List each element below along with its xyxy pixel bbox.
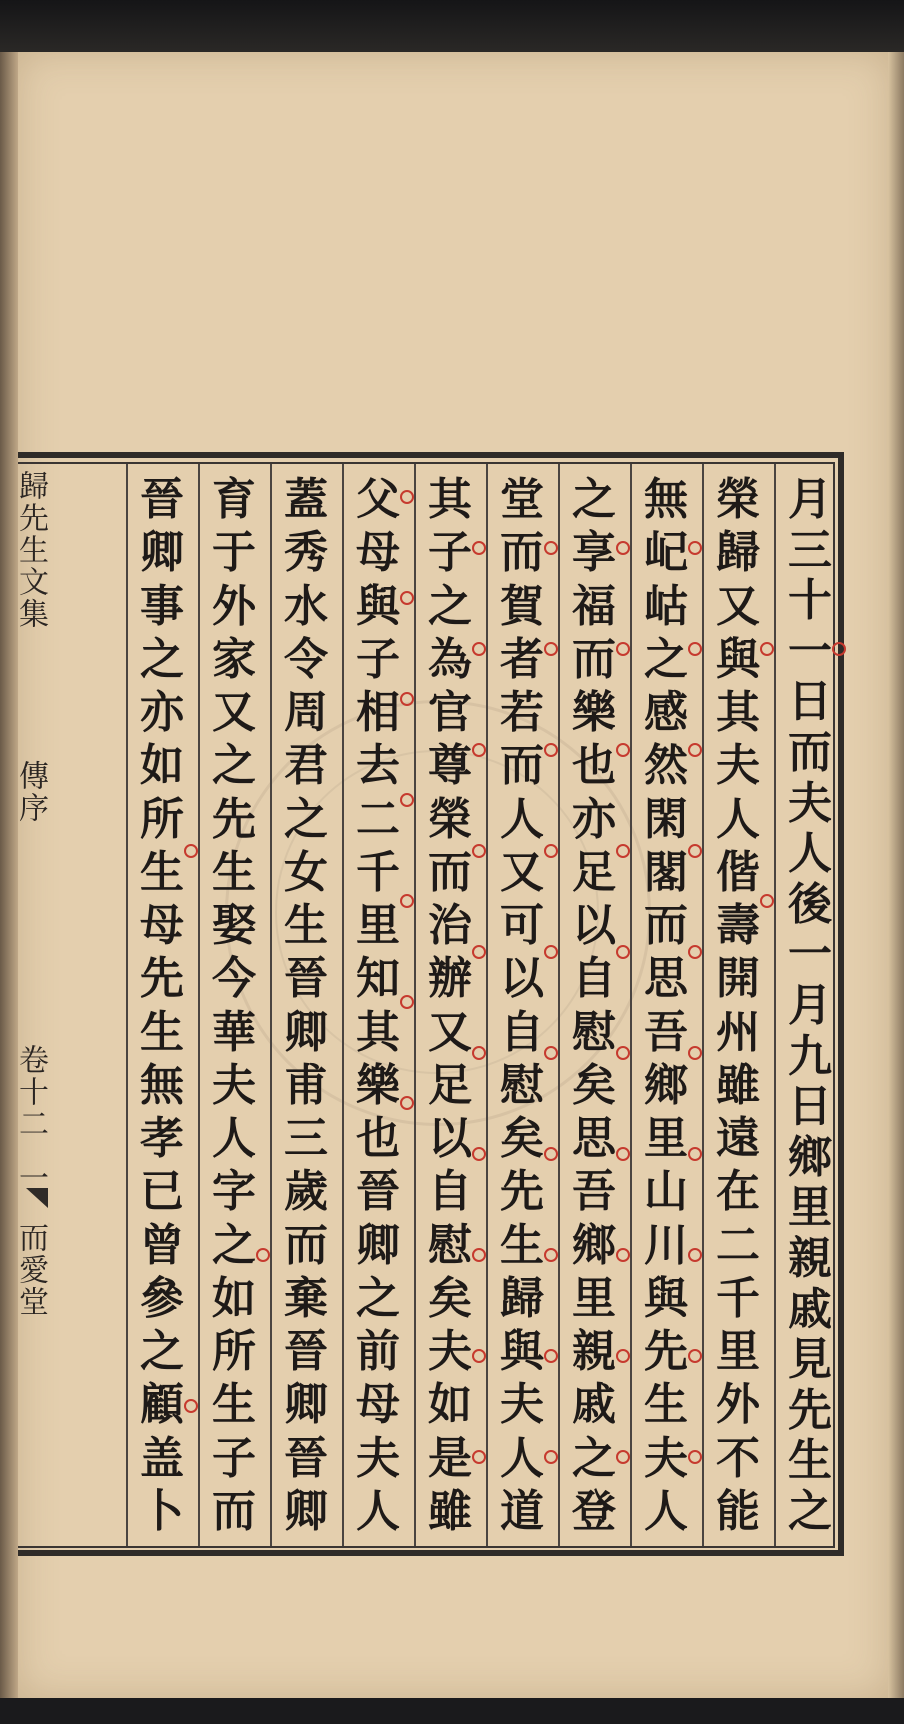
- character: 川: [644, 1219, 688, 1271]
- character: 亦: [572, 793, 616, 845]
- character: 生: [644, 1379, 688, 1431]
- character: 其: [428, 474, 472, 525]
- character: 登: [572, 1485, 616, 1537]
- character: 足: [572, 846, 616, 898]
- character: 相: [356, 687, 400, 738]
- punctuation-ring-icon: [544, 541, 558, 555]
- character: 前: [356, 1326, 400, 1377]
- character: 榮: [716, 474, 760, 525]
- character: 州: [716, 1006, 760, 1058]
- character: 是: [428, 1432, 472, 1484]
- character: 所: [140, 793, 184, 845]
- margin-studio: 而愛堂: [13, 1222, 48, 1318]
- punctuation-ring-icon: [472, 1046, 486, 1060]
- character: 戚: [572, 1379, 616, 1431]
- character: 無: [140, 1059, 184, 1111]
- character: 蓋: [284, 474, 328, 525]
- character: 里: [356, 900, 400, 951]
- character: 里: [788, 1182, 832, 1234]
- character: 人: [644, 1485, 688, 1537]
- punctuation-ring-icon: [688, 541, 702, 555]
- character: 秀: [284, 527, 328, 579]
- text-column: [415, 476, 485, 1536]
- character: 夫: [500, 1379, 544, 1431]
- punctuation-ring-icon: [688, 1147, 702, 1161]
- punctuation-ring-icon: [544, 945, 558, 959]
- punctuation-ring-icon: [688, 743, 702, 757]
- character: 之: [572, 474, 616, 525]
- character: 娶: [212, 900, 256, 951]
- character: 人: [788, 828, 832, 880]
- character: 亦: [140, 687, 184, 738]
- character: 道: [500, 1485, 544, 1537]
- character: 之: [140, 1326, 184, 1377]
- character: 其: [716, 687, 760, 738]
- character: 生: [140, 1006, 184, 1058]
- margin-page-marker: 一: [13, 1162, 48, 1194]
- character: 二: [356, 793, 400, 845]
- character: 千: [716, 1272, 760, 1324]
- character: 夫: [716, 740, 760, 792]
- character: 之: [572, 1432, 616, 1484]
- character: 棄: [284, 1272, 328, 1324]
- character: 慰: [572, 1006, 616, 1058]
- punctuation-ring-icon: [184, 844, 198, 858]
- character: 先: [140, 953, 184, 1005]
- character: 與: [356, 580, 400, 632]
- character: 卿: [284, 1006, 328, 1058]
- character: 閑: [644, 793, 688, 845]
- character: 卿: [356, 1219, 400, 1271]
- character: 也: [356, 1113, 400, 1164]
- character: 曾: [140, 1219, 184, 1271]
- character: 三: [788, 524, 832, 576]
- punctuation-ring-icon: [616, 541, 630, 555]
- punctuation-ring-icon: [616, 1349, 630, 1363]
- character: 晉: [140, 474, 184, 525]
- character: 與: [716, 633, 760, 685]
- character: 卜: [140, 1485, 184, 1537]
- margin-book-title: 歸先生文集: [13, 470, 48, 630]
- character: 也: [572, 740, 616, 792]
- character: 鄉: [788, 1131, 832, 1183]
- character: 自: [428, 1166, 472, 1218]
- character: 而: [212, 1485, 256, 1537]
- character: 華: [212, 1006, 256, 1058]
- character: 山: [644, 1166, 688, 1218]
- character: 為: [428, 633, 472, 685]
- character: 以: [500, 953, 544, 1005]
- character: 官: [428, 687, 472, 738]
- character: 事: [140, 580, 184, 632]
- punctuation-ring-icon: [256, 1248, 270, 1262]
- punctuation-ring-icon: [616, 1046, 630, 1060]
- character: 之: [788, 1485, 832, 1537]
- character: 之: [212, 1219, 256, 1271]
- character: 晉: [284, 1326, 328, 1377]
- scanner-bottom-shadow: [0, 1698, 904, 1724]
- character: 參: [140, 1272, 184, 1324]
- character: 母: [356, 527, 400, 579]
- character: 而: [788, 726, 832, 778]
- character: 字: [212, 1166, 256, 1218]
- character: 外: [716, 1379, 760, 1431]
- character: 日: [788, 1081, 832, 1133]
- character: 矣: [500, 1113, 544, 1164]
- character: 之: [140, 633, 184, 685]
- character: 生: [212, 1379, 256, 1431]
- character: 若: [500, 687, 544, 738]
- character: 夫: [788, 777, 832, 829]
- character: 感: [644, 687, 688, 738]
- punctuation-ring-icon: [544, 642, 558, 656]
- character: 水: [284, 580, 328, 632]
- character: 盖: [140, 1432, 184, 1484]
- punctuation-ring-icon: [688, 1450, 702, 1464]
- character: 偕: [716, 846, 760, 898]
- character: 而: [572, 633, 616, 685]
- character: 與: [644, 1272, 688, 1324]
- character: 人: [212, 1113, 256, 1164]
- punctuation-ring-icon: [688, 642, 702, 656]
- character: 之: [212, 740, 256, 792]
- character: 矣: [428, 1272, 472, 1324]
- character: 今: [212, 953, 256, 1005]
- character: 周: [284, 687, 328, 738]
- character: 足: [428, 1059, 472, 1111]
- character: 而: [284, 1219, 328, 1271]
- character: 之: [644, 633, 688, 685]
- character: 慰: [500, 1059, 544, 1111]
- character: 里: [644, 1113, 688, 1164]
- character: 卿: [284, 1379, 328, 1431]
- character: 能: [716, 1485, 760, 1537]
- punctuation-ring-icon: [616, 844, 630, 858]
- character: 鄉: [572, 1219, 616, 1271]
- punctuation-ring-icon: [400, 894, 414, 908]
- character: 夫: [644, 1432, 688, 1484]
- character: 顧: [140, 1379, 184, 1431]
- punctuation-ring-icon: [184, 1399, 198, 1413]
- character: 如: [212, 1272, 256, 1324]
- character: 卿: [140, 527, 184, 579]
- character: 夫: [212, 1059, 256, 1111]
- character: 吾: [572, 1166, 616, 1218]
- character: 福: [572, 580, 616, 632]
- character: 晉: [284, 1432, 328, 1484]
- character: 一: [788, 929, 832, 981]
- text-column: [559, 476, 629, 1536]
- character: 九: [788, 1030, 832, 1082]
- character: 之: [284, 793, 328, 845]
- margin-section: 傳序: [13, 760, 48, 824]
- character: 生: [140, 846, 184, 898]
- punctuation-ring-icon: [544, 743, 558, 757]
- character: 辦: [428, 953, 472, 1005]
- punctuation-ring-icon: [544, 1046, 558, 1060]
- text-column: [631, 476, 701, 1536]
- punctuation-ring-icon: [832, 642, 846, 656]
- character: 夫: [428, 1326, 472, 1377]
- character: 然: [644, 740, 688, 792]
- character: 而: [500, 740, 544, 792]
- punctuation-ring-icon: [616, 1248, 630, 1262]
- character: 又: [500, 846, 544, 898]
- character: 慰: [428, 1219, 472, 1271]
- punctuation-ring-icon: [472, 642, 486, 656]
- punctuation-ring-icon: [760, 894, 774, 908]
- character: 鄉: [644, 1059, 688, 1111]
- character: 里: [572, 1272, 616, 1324]
- character: 去: [356, 740, 400, 792]
- punctuation-ring-icon: [400, 692, 414, 706]
- character: 子: [428, 527, 472, 579]
- punctuation-ring-icon: [472, 1147, 486, 1161]
- character: 而: [644, 900, 688, 951]
- character: 以: [572, 900, 616, 951]
- character: 壽: [716, 900, 760, 951]
- text-column: [775, 476, 845, 1536]
- character: 生: [500, 1219, 544, 1271]
- punctuation-ring-icon: [400, 793, 414, 807]
- punctuation-ring-icon: [400, 1096, 414, 1110]
- character: 生: [284, 900, 328, 951]
- punctuation-ring-icon: [688, 844, 702, 858]
- character: 岵: [644, 580, 688, 632]
- character: 先: [500, 1166, 544, 1218]
- punctuation-ring-icon: [616, 1450, 630, 1464]
- character: 屺: [644, 527, 688, 579]
- character: 而: [500, 527, 544, 579]
- punctuation-ring-icon: [472, 945, 486, 959]
- character: 開: [716, 953, 760, 1005]
- character: 晉: [284, 953, 328, 1005]
- punctuation-ring-icon: [616, 945, 630, 959]
- character: 之: [356, 1272, 400, 1324]
- character: 治: [428, 900, 472, 951]
- text-column: [271, 476, 341, 1536]
- punctuation-ring-icon: [544, 1349, 558, 1363]
- character: 家: [212, 633, 256, 685]
- page-margin-column: [0, 462, 60, 1548]
- punctuation-ring-icon: [688, 1349, 702, 1363]
- character: 其: [356, 1006, 400, 1058]
- character: 不: [716, 1432, 760, 1484]
- punctuation-ring-icon: [760, 642, 774, 656]
- character: 母: [356, 1379, 400, 1431]
- punctuation-ring-icon: [544, 844, 558, 858]
- character: 歲: [284, 1166, 328, 1218]
- character: 樂: [356, 1059, 400, 1111]
- character: 君: [284, 740, 328, 792]
- punctuation-ring-icon: [544, 1147, 558, 1161]
- punctuation-ring-icon: [688, 1046, 702, 1060]
- character: 親: [572, 1326, 616, 1377]
- punctuation-ring-icon: [688, 945, 702, 959]
- page-right-edge: [888, 52, 904, 1698]
- character: 而: [428, 846, 472, 898]
- character: 享: [572, 527, 616, 579]
- character: 人: [716, 793, 760, 845]
- character: 親: [788, 1232, 832, 1284]
- character: 子: [356, 633, 400, 685]
- character: 之: [428, 580, 472, 632]
- character: 卿: [284, 1485, 328, 1537]
- character: 在: [716, 1166, 760, 1218]
- punctuation-ring-icon: [472, 541, 486, 555]
- character: 遠: [716, 1113, 760, 1164]
- character: 閣: [644, 846, 688, 898]
- character: 晉: [356, 1166, 400, 1218]
- character: 已: [140, 1166, 184, 1218]
- character: 月: [788, 474, 832, 525]
- margin-volume: 卷十二: [13, 1044, 48, 1140]
- character: 又: [428, 1006, 472, 1058]
- character: 父: [356, 474, 400, 525]
- character: 知: [356, 953, 400, 1005]
- character: 女: [284, 846, 328, 898]
- punctuation-ring-icon: [472, 1450, 486, 1464]
- character: 者: [500, 633, 544, 685]
- character: 外: [212, 580, 256, 632]
- character: 育: [212, 474, 256, 525]
- punctuation-ring-icon: [400, 591, 414, 605]
- character: 里: [716, 1326, 760, 1377]
- punctuation-ring-icon: [472, 1349, 486, 1363]
- character: 歸: [500, 1272, 544, 1324]
- character: 母: [140, 900, 184, 951]
- character: 所: [212, 1326, 256, 1377]
- character: 月: [788, 979, 832, 1031]
- character: 于: [212, 527, 256, 579]
- punctuation-ring-icon: [688, 1248, 702, 1262]
- scanner-top-shadow: [0, 0, 904, 52]
- character: 吾: [644, 1006, 688, 1058]
- character: 生: [788, 1435, 832, 1487]
- text-column: [199, 476, 269, 1536]
- punctuation-ring-icon: [400, 490, 414, 504]
- character: 思: [644, 953, 688, 1005]
- character: 雖: [716, 1059, 760, 1111]
- text-column: [127, 476, 197, 1536]
- punctuation-ring-icon: [544, 1450, 558, 1464]
- character: 人: [356, 1485, 400, 1537]
- character: 思: [572, 1113, 616, 1164]
- character: 矣: [572, 1059, 616, 1111]
- character: 甫: [284, 1059, 328, 1111]
- character: 戚: [788, 1283, 832, 1335]
- character: 三: [284, 1113, 328, 1164]
- punctuation-ring-icon: [472, 1248, 486, 1262]
- punctuation-ring-icon: [616, 642, 630, 656]
- character: 樂: [572, 687, 616, 738]
- character: 堂: [500, 474, 544, 525]
- character: 日: [788, 676, 832, 728]
- character: 以: [428, 1113, 472, 1164]
- character: 先: [644, 1326, 688, 1377]
- character: 後: [788, 878, 832, 930]
- character: 無: [644, 474, 688, 525]
- character: 人: [500, 793, 544, 845]
- punctuation-ring-icon: [616, 1147, 630, 1161]
- character: 與: [500, 1326, 544, 1377]
- character: 一: [788, 625, 832, 677]
- punctuation-ring-icon: [544, 1248, 558, 1262]
- character: 十: [788, 575, 832, 627]
- character: 如: [140, 740, 184, 792]
- character: 夫: [356, 1432, 400, 1484]
- character: 可: [500, 900, 544, 951]
- character: 賀: [500, 580, 544, 632]
- character: 生: [212, 846, 256, 898]
- text-column: [487, 476, 557, 1536]
- character: 榮: [428, 793, 472, 845]
- character: 又: [212, 687, 256, 738]
- character: 如: [428, 1379, 472, 1431]
- character: 人: [500, 1432, 544, 1484]
- character: 孝: [140, 1113, 184, 1164]
- character: 又: [716, 580, 760, 632]
- character: 令: [284, 633, 328, 685]
- punctuation-ring-icon: [616, 743, 630, 757]
- character: 二: [716, 1219, 760, 1271]
- character: 雖: [428, 1485, 472, 1537]
- character: 先: [788, 1384, 832, 1436]
- character: 自: [500, 1006, 544, 1058]
- character: 子: [212, 1432, 256, 1484]
- text-column: [703, 476, 773, 1536]
- character: 尊: [428, 740, 472, 792]
- character: 歸: [716, 527, 760, 579]
- punctuation-ring-icon: [400, 995, 414, 1009]
- character: 自: [572, 953, 616, 1005]
- character: 千: [356, 846, 400, 898]
- character: 見: [788, 1334, 832, 1386]
- punctuation-ring-icon: [472, 844, 486, 858]
- character: 先: [212, 793, 256, 845]
- punctuation-ring-icon: [472, 743, 486, 757]
